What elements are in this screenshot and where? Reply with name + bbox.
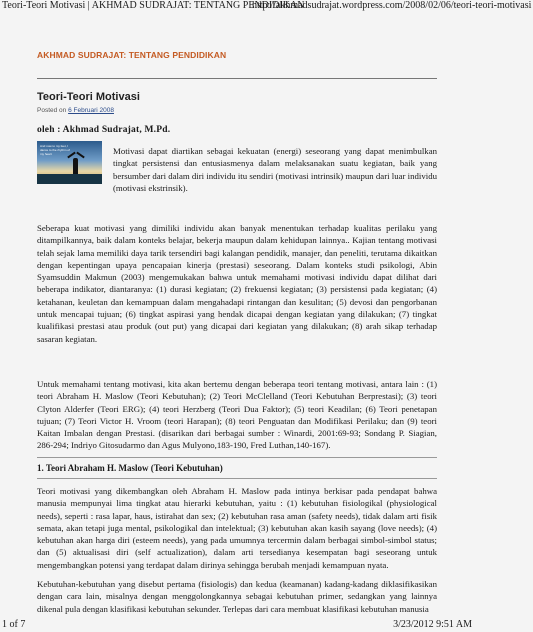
photo-ground: [37, 174, 102, 184]
post-meta: [37, 107, 114, 114]
body-paragraph: Seberapa kuat motivasi yang dimiliki individu akan banyak menentukan terhadap kualitas perilaku yang ditampilkannya, baik dalam konteks belajar, bekerja maupun dalam kehidupan lainnya.. Kajian tentang motivasi telah sejak lama memiliki daya tarik tersendiri bagi kalangan pendidik, manajer, dan peneliti, terutama dikaitkan dengan kepentingan upaya pencapaian kinerja (prestasi) seseorang. Dalam konteks studi psikologi, Abin Syamsuddin Makmun (2003) mengemukakan bahwa untuk memahami motivasi individu dapat dilihat dari beberapa indikator, diantaranya: (1) durasi kegiatan; (2) frekuensi kegiatan; (3) persistensi pada kegiatan; (4) ketahanan, keuletan dan kemampuan dalam mengahadapi rintangan dan kesulitan; (5) devosi dan pengorbanan untuk mencapai tujuan; (6) tingkat aspirasi yang hendak dicapai dengan kegiatan yang dilakukan; (7) tingkat kualifikasi prestasi atau produk (out put) yang dicapai dari kegiatan yang dilakukan; (8) arah sikap terhadap sasaran kegiatan.: [37, 223, 437, 344]
photo-figure-arm: [76, 152, 85, 159]
blog-title[interactable]: AKHMAD SUDRAJAT: TENTANG PENDIDIKAN: [37, 50, 227, 60]
post-title[interactable]: Teori-Teori Motivasi: [37, 91, 140, 103]
divider: [37, 457, 437, 458]
intro-paragraph: Motivasi dapat diartikan sebagai kekuatan (energi) seseorang yang dapat menimbulkan tingkat persistensi dan entusiasmenya dalam melaksanakan suatu kegiatan, baik yang bersumber dari dalam diri individu itu sendiri (motivasi intrinsik) maupun dari luar individu (motivasi ekstrinsik).: [113, 146, 437, 193]
post-date-link[interactable]: 6 Februari 2008: [68, 107, 114, 114]
print-header: [0, 0, 532, 14]
print-header-url: http://akhmadsudrajat.wordpress.com/2008/02/06/teori-teori-motivasi: [252, 0, 532, 11]
print-footer: [0, 618, 474, 632]
body-paragraph: Untuk memahami tentang motivasi, kita akan bertemu dengan beberapa teori tentang motivasi, antara lain : (1) teori Abraham H. Maslow (Teori Kebutuhan); (2) Teori McClelland (Teori Kebutuhan Berprestasi); (3) teori Clyton Alderfer (Teori ERG); (4) teori Herzberg (Teori Dua Faktor); (5) teori Keadilan; (6) Teori penetapan tujuan; (7) Teori Victor H. Vroom (teori Harapan); (8) teori Penguatan dan Modifikasi Perilaku; dan (9) teori Kaitan Imbalan dengan Prestasi. (disarikan dari berbagai sumber : Winardi, 2001:69-93; Sondang P. Siagian, 286-294; Indriyo Gitosudarmo dan Agus Mulyono,183-190, Fred Luthan,140-167).: [37, 379, 437, 451]
divider: [37, 478, 437, 479]
posted-prefix: Posted on: [37, 107, 69, 114]
page-number: 1 of 7: [2, 619, 26, 630]
section-heading: 1. Teori Abraham H. Maslow (Teori Kebutuhan): [37, 463, 223, 473]
body-paragraph: Kebutuhan-kebutuhan yang disebut pertama (fisiologis) dan kedua (keamanan) kadang-kadang diklasifikasikan dengan cara lain, misalnya dengan menggolongkannya sebagai kebutuhan primer, sedangkan yang lainnya dikenal pula dengan klasifikasi kebutuhan sekunder. Terlepas dari cara membuat klasifikasi kebutuhan manusia: [37, 579, 437, 614]
divider: [37, 78, 437, 79]
print-header-title: Teori-Teori Motivasi | AKHMAD SUDRAJAT: TENTANG PENDIDIKAN: [2, 0, 305, 11]
print-timestamp: 3/23/2012 9:51 AM: [393, 619, 472, 630]
body-paragraph: Teori motivasi yang dikembangkan oleh Abraham H. Maslow pada intinya berkisar pada pendapat bahwa manusia mempunyai lima tingkat atau hierarki kebutuhan, yaitu : (1) kebutuhan fisiologikal (physiological needs), seperti : rasa lapar, haus, istirahat dan sex; (2) kebutuhan rasa aman (safety needs), tidak dalam arti fisik semata, akan tetapi juga mental, psikologikal dan intelektual; (3) kebutuhan akan kasih sayang (love needs); (4) kebutuhan akan harga diri (esteem needs), yang pada umumnya tercermin dalam berbagai simbol-simbol status; dan (5) aktualisasi diri (self actualization), dalam arti tersedianya kesempatan bagi seseorang untuk mengembangkan potensi yang terdapat dalam dirinya sehingga berubah menjadi kemampuan nyata.: [37, 486, 437, 570]
photo-caption: And now to my feet, I dance to the rhythm of my heart: [40, 144, 70, 156]
author-line: oleh : Akhmad Sudrajat, M.Pd.: [37, 125, 171, 135]
article-photo: [37, 141, 102, 184]
